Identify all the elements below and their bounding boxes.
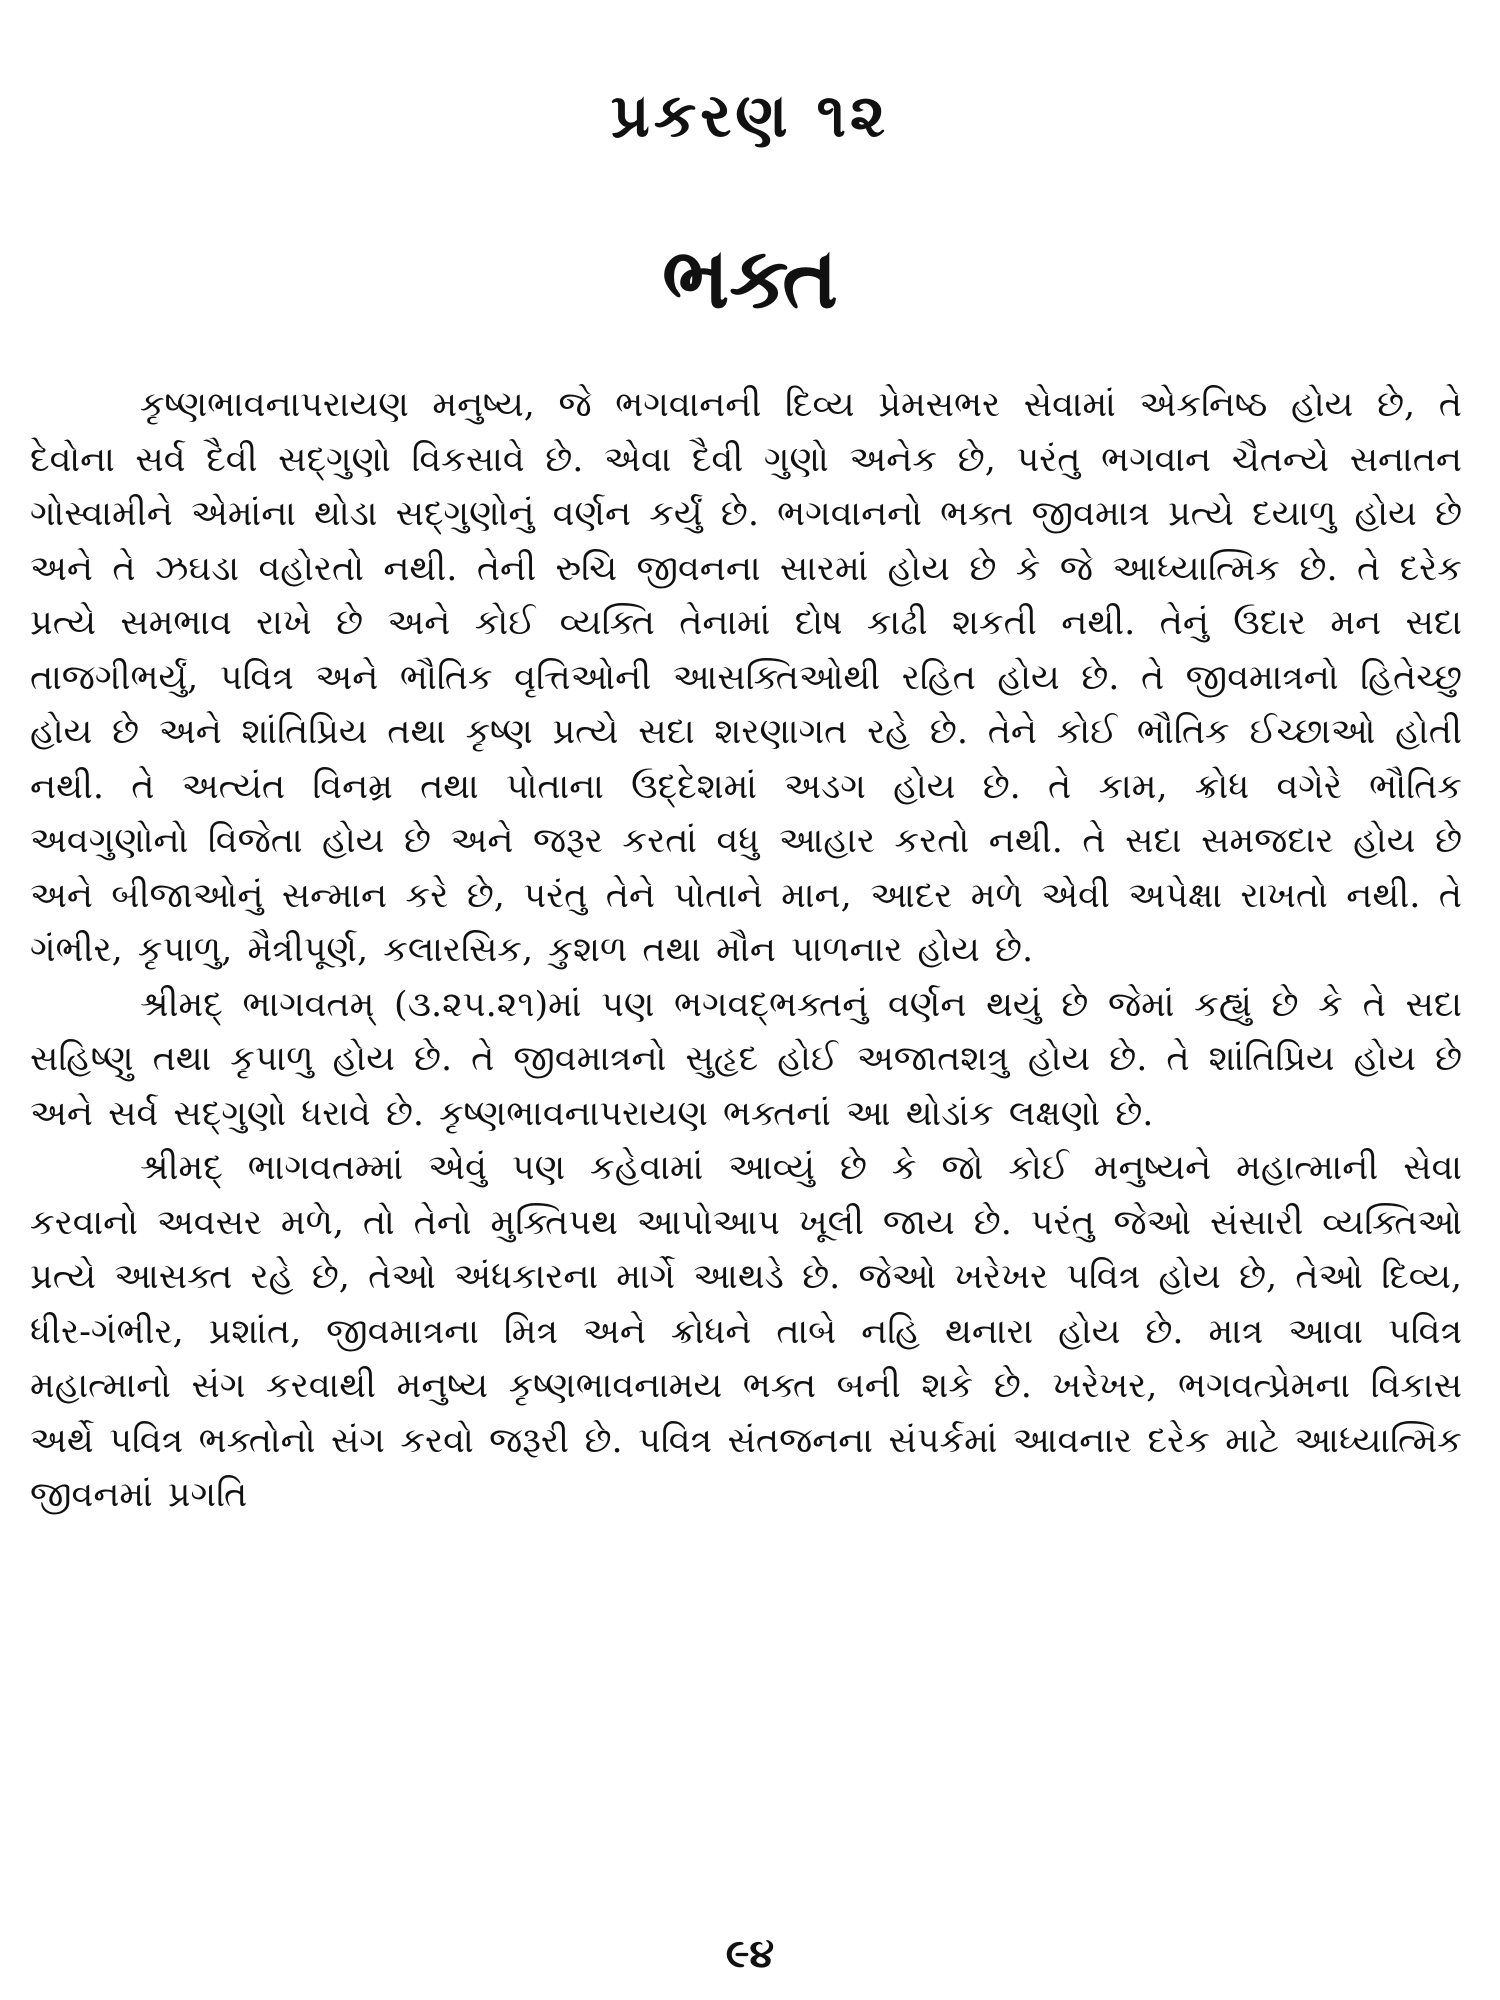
paragraph: શ્રીમદ્ ભાગવતમ્ (૩.૨૫.૨૧)માં પણ ભગવદ્ભક્તનું વર્ણન થયું છે જેમાં કહ્યું છે કે તે સદા સહિષ્ણુ તથા કૃપાળુ હોય છે. તે જીવમાત્રનો સુહૃદ હોઈ અજાતશત્રુ હોય છે. તે શાંતિપ્રિય હોય છે અને સર્વ સદ્ગુણો ધરાવે છે. કૃષ્ણભાવનાપરાયણ ભક્તનાં આ થોડાંક લક્ષણો છે. <box>30 984 1462 1134</box>
chapter-title: ભક્ત <box>662 229 838 327</box>
paragraph: કૃષ્ણભાવનાપરાયણ મનુષ્ય, જે ભગવાનની દિવ્ય પ્રેમસભર સેવામાં એકનિષ્ઠ હોય છે, તે દેવોના સર્વ દૈવી સદ્ગુણો વિકસાવે છે. એવા દૈવી ગુણો અનેક છે, પરંતુ ભગવાન ચૈતન્યે સનાતન ગોસ્વામીને એમાંના થોડા સદ્ગુણોનું વર્ણન કર્યું છે. ભગવાનનો ભક્ત જીવમાત્ર પ્રત્યે દયાળુ હોય છે અને તે ઝઘડા વહોરતો નથી. તેની રુચિ જીવનના સારમાં હોય છે કે જે આધ્યાત્મિક છે. તે દરેક પ્રત્યે સમભાવ રાખે છે અને કોઈ વ્યક્તિ તેનામાં દોષ કાઢી શકતી નથી. તેનું ઉદાર મન સદા તાજગીભર્યું, પવિત્ર અને ભૌતિક વૃત્તિઓની આસક્તિઓથી રહિત હોય છે. તે જીવમાત્રનો હિતેચ્છુ હોય છે અને શાંતિપ્રિય તથા કૃષ્ણ પ્રત્યે સદા શરણાગત રહે છે. તેને કોઈ ભૌતિક ઈચ્છાઓ હોતી નથી. તે અત્યંત વિનમ્ર તથા પોતાના ઉદ્દેશમાં અડગ હોય છે. તે કામ, ક્રોધ વગેરે ભૌતિક અવગુણોનો વિજેતા હોય છે અને જરૂર કરતાં વધુ આહાર કરતો નથી. તે સદા સમજદાર હોય છે અને બીજાઓનું સન્માન કરે છે, પરંતુ તેને પોતાને માન, આદર મળે એવી અપેક્ષા રાખતો નથી. તે ગંભીર, કૃપાળુ, મૈત્રીપૂર્ણ, કલારસિક, કુશળ તથા મૌન પાળનાર હોય છે. <box>30 385 1462 970</box>
page-number: ૯૪ <box>725 1930 775 1977</box>
paragraph: શ્રીમદ્ ભાગવતમ્માં એવું પણ કહેવામાં આવ્યું છે કે જો કોઈ મનુષ્યને મહાત્માની સેવા કરવાનો અવસર મળે, તો તેનો મુક્તિપથ આપોઆપ ખૂલી જાય છે. પરંતુ જેઓ સંસારી વ્યક્તિઓ પ્રત્યે આસક્ત રહે છે, તેઓ અંધકારના માર્ગે આથડે છે. જેઓ ખરેખર પવિત્ર હોય છે, તેઓ દિવ્ય, ધીર-ગંભીર, પ્રશાંત, જીવમાત્રના મિત્ર અને ક્રોધને તાબે નહિ થનારા હોય છે. માત્ર આવા પવિત્ર મહાત્માનો સંગ કરવાથી મનુષ્ય કૃષ્ણભાવનામય ભક્ત બની શકે છે. ખરેખર, ભગવત્પ્રેમના વિકાસ અર્થે પવિત્ર ભક્તોનો સંગ કરવો જરૂરી છે. પવિત્ર સંતજનના સંપર્કમાં આવનાર દરેક માટે આધ્યાત્મિક જીવનમાં પ્રગતિ <box>30 1148 1462 1515</box>
body-text <box>30 378 1462 1523</box>
chapter-label: પ્રકરણ ૧૨ <box>610 81 890 151</box>
